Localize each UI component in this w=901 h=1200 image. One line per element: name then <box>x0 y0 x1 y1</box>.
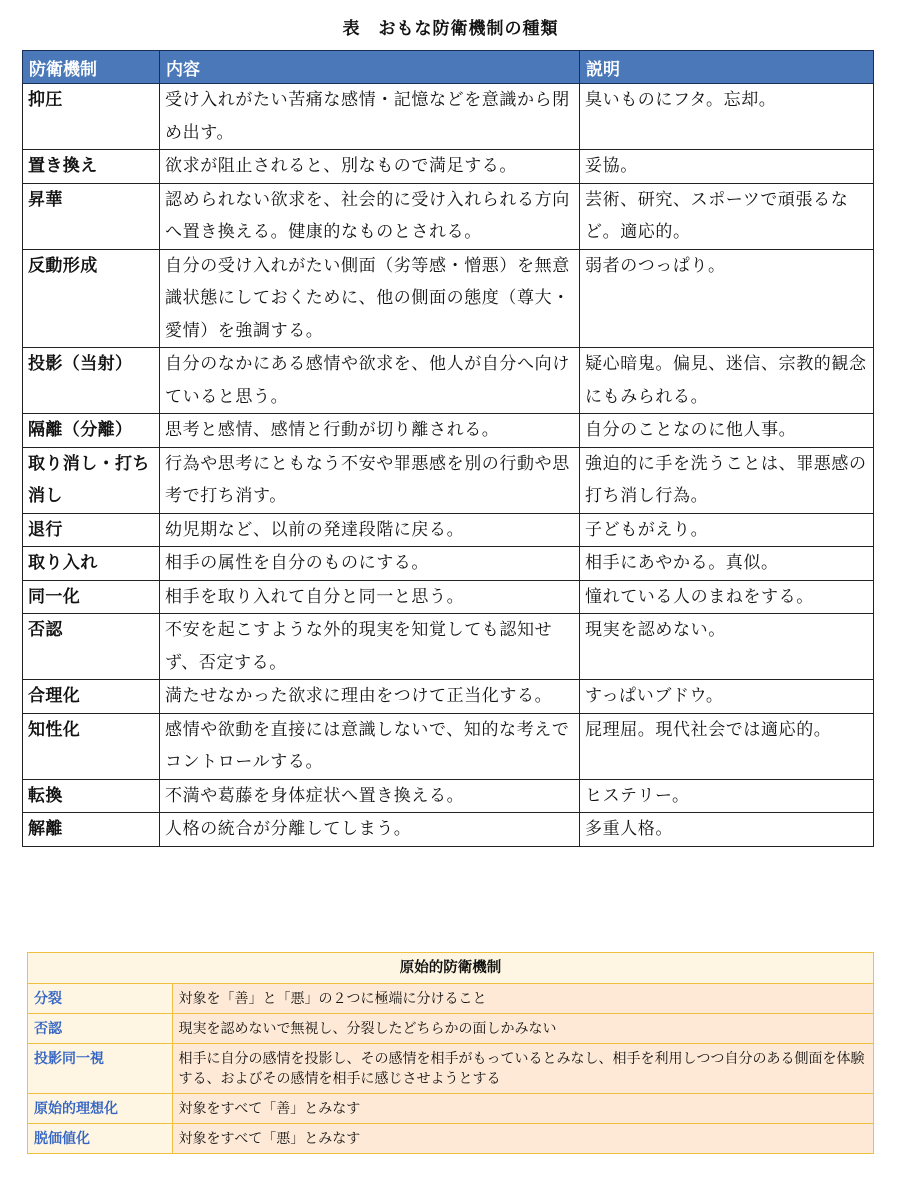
mechanism-note: 芸術、研究、スポーツで頑張るなど。適応的。 <box>580 183 874 249</box>
primitive-name: 否認 <box>28 1014 172 1044</box>
mechanism-note: 妥協。 <box>580 150 874 184</box>
table-row <box>23 414 874 448</box>
table-row <box>23 348 874 414</box>
mechanism-content: 相手を取り入れて自分と同一と思う。 <box>160 580 580 614</box>
mechanism-note: 弱者のつっぱり。 <box>580 249 874 348</box>
mechanism-note: 自分のことなのに他人事。 <box>580 414 874 448</box>
mechanism-name: 取り消し・打ち消し <box>23 447 160 513</box>
defense-mechanisms-table <box>22 50 874 847</box>
primitive-desc: 相手に自分の感情を投影し、その感情を相手がもっているとみなし、相手を利用しつつ自分のある側面を体験する、およびその感情を相手に感じさせようとする <box>172 1044 873 1094</box>
table-row <box>23 580 874 614</box>
mechanism-name: 昇華 <box>23 183 160 249</box>
mechanism-name: 転換 <box>23 779 160 813</box>
mechanism-content: 自分のなかにある感情や欲求を、他人が自分へ向けていると思う。 <box>160 348 580 414</box>
mechanism-content: 幼児期など、以前の発達段階に戻る。 <box>160 513 580 547</box>
table-row <box>23 447 874 513</box>
header-mechanism: 防衛機制 <box>23 51 160 84</box>
mechanism-name: 知性化 <box>23 713 160 779</box>
mechanism-content: 人格の統合が分離してしまう。 <box>160 813 580 847</box>
mechanism-name: 隔離（分離） <box>23 414 160 448</box>
primitive-desc: 対象を「善」と「悪」の２つに極端に分けること <box>172 984 873 1014</box>
mechanism-content: 自分の受け入れがたい側面（劣等感・憎悪）を無意識状態にしておくために、他の側面の態度（尊大・愛情）を強調する。 <box>160 249 580 348</box>
primitive-desc: 現実を認めないで無視し、分裂したどちらかの面しかみない <box>172 1014 873 1044</box>
table-row <box>23 680 874 714</box>
table-row <box>23 249 874 348</box>
table-row <box>23 713 874 779</box>
mechanism-note: 屁理屈。現代社会では適応的。 <box>580 713 874 779</box>
mechanism-note: すっぱいブドウ。 <box>580 680 874 714</box>
primitive-defense-table <box>28 984 873 1153</box>
mechanism-content: 感情や欲動を直接には意識しないで、知的な考えでコントロールする。 <box>160 713 580 779</box>
mechanism-note: 現実を認めない。 <box>580 614 874 680</box>
mechanism-name: 抑圧 <box>23 84 160 150</box>
table-row <box>23 779 874 813</box>
primitive-name: 投影同一視 <box>28 1044 172 1094</box>
table-header-row <box>23 51 874 84</box>
primitive-desc: 対象をすべて「善」とみなす <box>172 1094 873 1124</box>
mechanism-note: 相手にあやかる。真似。 <box>580 547 874 581</box>
mechanism-name: 反動形成 <box>23 249 160 348</box>
table-row <box>23 84 874 150</box>
mechanism-name: 解離 <box>23 813 160 847</box>
mechanism-content: 欲求が阻止されると、別なもので満足する。 <box>160 150 580 184</box>
list-item <box>28 984 873 1014</box>
mechanism-note: ヒステリー。 <box>580 779 874 813</box>
mechanism-name: 否認 <box>23 614 160 680</box>
header-explanation: 説明 <box>580 51 874 84</box>
mechanism-note: 疑心暗鬼。偏見、迷信、宗教的観念にもみられる。 <box>580 348 874 414</box>
list-item <box>28 1124 873 1154</box>
table-row <box>23 547 874 581</box>
primitive-name: 分裂 <box>28 984 172 1014</box>
mechanism-note: 憧れている人のまねをする。 <box>580 580 874 614</box>
list-item <box>28 1094 873 1124</box>
list-item <box>28 1044 873 1094</box>
mechanism-content: 認められない欲求を、社会的に受け入れられる方向へ置き換える。健康的なものとされる。 <box>160 183 580 249</box>
list-item <box>28 1014 873 1044</box>
mechanism-note: 強迫的に手を洗うことは、罪悪感の打ち消し行為。 <box>580 447 874 513</box>
primitive-name: 原始的理想化 <box>28 1094 172 1124</box>
mechanism-name: 退行 <box>23 513 160 547</box>
mechanism-content: 受け入れがたい苦痛な感情・記憶などを意識から閉め出す。 <box>160 84 580 150</box>
primitive-name: 脱価値化 <box>28 1124 172 1154</box>
table-row <box>23 614 874 680</box>
mechanism-content: 不安を起こすような外的現実を知覚しても認知せず、否定する。 <box>160 614 580 680</box>
mechanism-note: 臭いものにフタ。忘却。 <box>580 84 874 150</box>
primitive-defense-box <box>27 952 874 1154</box>
mechanism-name: 同一化 <box>23 580 160 614</box>
mechanism-name: 置き換え <box>23 150 160 184</box>
mechanism-content: 行為や思考にともなう不安や罪悪感を別の行動や思考で打ち消す。 <box>160 447 580 513</box>
table-row <box>23 183 874 249</box>
header-content: 内容 <box>160 51 580 84</box>
mechanism-name: 取り入れ <box>23 547 160 581</box>
mechanism-name: 合理化 <box>23 680 160 714</box>
mechanism-content: 満たせなかった欲求に理由をつけて正当化する。 <box>160 680 580 714</box>
primitive-box-title: 原始的防衛機制 <box>28 953 873 984</box>
mechanism-note: 多重人格。 <box>580 813 874 847</box>
mechanism-content: 相手の属性を自分のものにする。 <box>160 547 580 581</box>
mechanism-note: 子どもがえり。 <box>580 513 874 547</box>
table-title: 表 おもな防衛機制の種類 <box>342 19 559 39</box>
table-row <box>23 513 874 547</box>
mechanism-content: 思考と感情、感情と行動が切り離される。 <box>160 414 580 448</box>
table-row <box>23 150 874 184</box>
mechanism-content: 不満や葛藤を身体症状へ置き換える。 <box>160 779 580 813</box>
primitive-desc: 対象をすべて「悪」とみなす <box>172 1124 873 1154</box>
mechanism-name: 投影（当射） <box>23 348 160 414</box>
table-row <box>23 813 874 847</box>
